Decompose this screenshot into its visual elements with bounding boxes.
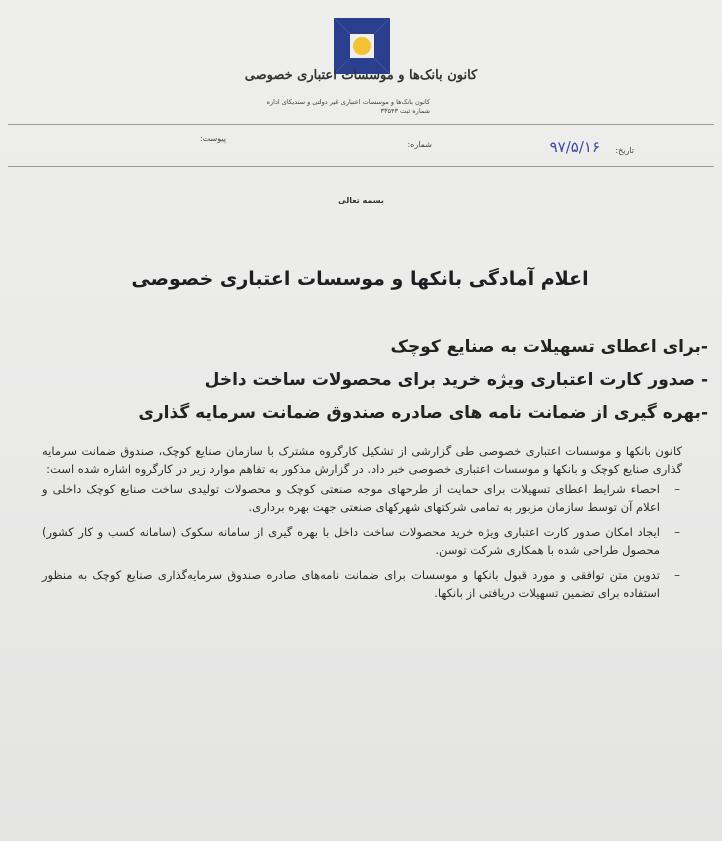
list-item xyxy=(42,566,682,602)
organization-subtitle-line: کانون بانک‌ها و موسسات اعتباری غیر دولتی و سندیکای اداره xyxy=(266,98,430,106)
headline-credit-card: - صدور کارت اعتباری ویژه خرید برای محصولات ساخت داخل xyxy=(204,370,708,390)
list-item-text: تدوین متن توافقی و مورد قبول بانکها و موسسات برای ضمانت نامه‌های صادره صندوق سرمایه‌گذاری صنایع کوچک به منظور استفاده برای تضمین تسهیلات دریافتی از بانکها. xyxy=(42,568,660,600)
attachment-label: پیوست: xyxy=(199,134,226,143)
number-label: شماره: xyxy=(407,140,432,149)
organization-name: کانون بانک‌ها و موسسات اعتباری خصوصی xyxy=(244,68,478,83)
header-divider xyxy=(8,124,714,125)
dash-icon: – xyxy=(674,482,680,496)
dash-icon: – xyxy=(674,525,680,539)
dash-icon: – xyxy=(674,568,680,582)
registration-number: شماره ثبت ۳۳۵۴۳ xyxy=(380,107,430,115)
bullet-list xyxy=(42,480,682,602)
headline-small-industries: -برای اعطای تسهیلات به صنایع کوچک xyxy=(390,337,708,357)
letter-title: اعلام آمادگی بانکها و موسسات اعتباری خصوصی xyxy=(131,268,589,290)
date-label: تاریخ: xyxy=(615,146,634,155)
organization-subtitle xyxy=(230,98,430,116)
intro-paragraph: کانون بانکها و موسسات اعتباری خصوصی طی گزارشی از تشکیل کارگروه مشترک با سازمان صنایع کوچک، صندوق ضمانت سرمایه گذاری صنایع کوچک و بانکها و موسسات اعتباری خصوصی خبر داد. در گزارش مذکور به تفاهم موارد زیر در کارگروه اشاره شده است: xyxy=(42,444,682,476)
meta-divider xyxy=(8,166,714,167)
bismillah-heading: بسمه تعالی xyxy=(338,196,384,205)
list-item xyxy=(42,523,682,559)
date-value: ۹۷/۵/۱۶ xyxy=(549,138,600,156)
list-item-text: ایجاد امکان صدور کارت اعتباری ویژه خرید محصولات ساخت داخل با بهره گیری از سامانه سکوک (سامانه کسب و کار کشور) محصول طراحی شده با همکاری شرکت توسن. xyxy=(42,525,660,557)
list-item xyxy=(42,480,682,516)
letter-body xyxy=(42,442,682,609)
list-item-text: احصاء شرایط اعطای تسهیلات برای حمایت از طرحهای موجه صنعتی کوچک و محصولات تولیدی ساخت صنایع کوچک داخلی و اعلام آن توسط سازمان مزبور به تمامی شرکتهای شهرکهای صنعتی جهت بهره برداری. xyxy=(42,482,660,514)
headline-guarantee-fund: -بهره گیری از ضمانت نامه های صادره صندوق ضمانت سرمایه گذاری xyxy=(138,403,708,423)
